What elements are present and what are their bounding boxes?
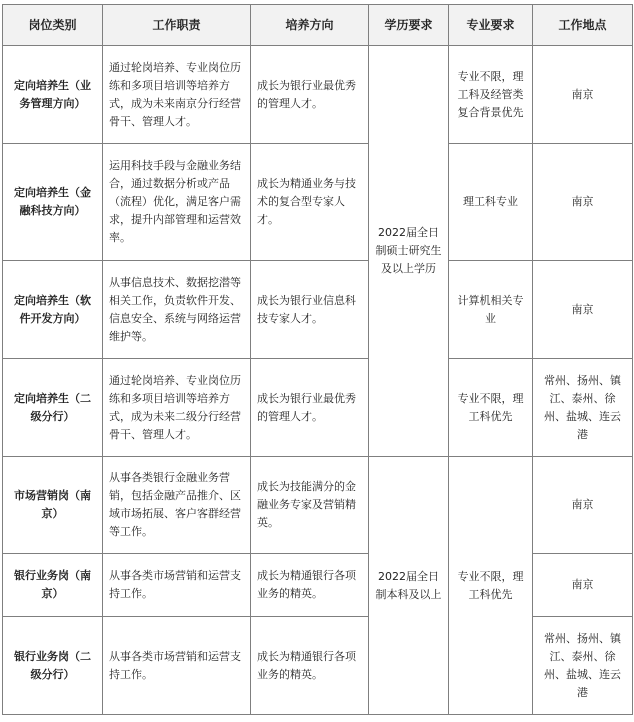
- table-row: [3, 359, 633, 457]
- header-major: 专业要求: [449, 5, 533, 46]
- position-cell: 定向培养生（二级分行）: [3, 359, 103, 457]
- location-cell: 南京: [533, 457, 633, 554]
- direction-cell: 成长为银行业最优秀的管理人才。: [251, 46, 369, 144]
- position-cell: 银行业务岗（二级分行）: [3, 617, 103, 715]
- location-cell: 南京: [533, 144, 633, 261]
- table-row: [3, 457, 633, 554]
- header-duties: 工作职责: [103, 5, 251, 46]
- header-direction: 培养方向: [251, 5, 369, 46]
- education-cell: 2022届全日制本科及以上: [369, 457, 449, 715]
- duties-cell: 运用科技手段与金融业务结合，通过数据分析或产品（流程）优化，满足客户需求，提升内部管理和运营效率。: [103, 144, 251, 261]
- duties-cell: 通过轮岗培养、专业岗位历练和多项目培训等培养方式，成为未来二级分行经营骨干、管理人才。: [103, 359, 251, 457]
- major-cell: 专业不限，理工科优先: [449, 359, 533, 457]
- direction-cell: 成长为精通银行各项业务的精英。: [251, 554, 369, 617]
- location-cell: 南京: [533, 554, 633, 617]
- header-position: 岗位类别: [3, 5, 103, 46]
- header-row: [3, 5, 633, 46]
- position-cell: 定向培养生（软件开发方向）: [3, 261, 103, 359]
- major-cell: 专业不限，理工科优先: [449, 457, 533, 715]
- duties-cell: 通过轮岗培养、专业岗位历练和多项目培训等培养方式，成为未来南京分行经营骨干、管理人才。: [103, 46, 251, 144]
- location-cell: 常州、扬州、镇江、泰州、徐州、盐城、连云港: [533, 359, 633, 457]
- duties-cell: 从事信息技术、数据挖潜等相关工作，负责软件开发、信息安全、系统与网络运营维护等。: [103, 261, 251, 359]
- table-row: [3, 46, 633, 144]
- position-cell: 定向培养生（金融科技方向）: [3, 144, 103, 261]
- direction-cell: 成长为精通业务与技术的复合型专家人才。: [251, 144, 369, 261]
- table-row: [3, 261, 633, 359]
- location-cell: 南京: [533, 46, 633, 144]
- education-cell: 2022届全日制硕士研究生及以上学历: [369, 46, 449, 457]
- direction-cell: 成长为银行业最优秀的管理人才。: [251, 359, 369, 457]
- recruitment-table: [2, 4, 633, 715]
- position-cell: 市场营销岗（南京）: [3, 457, 103, 554]
- direction-cell: 成长为精通银行各项业务的精英。: [251, 617, 369, 715]
- position-cell: 定向培养生（业务管理方向）: [3, 46, 103, 144]
- major-cell: 计算机相关专业: [449, 261, 533, 359]
- table-row: [3, 617, 633, 715]
- header-education: 学历要求: [369, 5, 449, 46]
- duties-cell: 从事各类市场营销和运营支持工作。: [103, 554, 251, 617]
- direction-cell: 成长为银行业信息科技专家人才。: [251, 261, 369, 359]
- table-row: [3, 144, 633, 261]
- location-cell: 南京: [533, 261, 633, 359]
- major-cell: 理工科专业: [449, 144, 533, 261]
- position-cell: 银行业务岗（南京）: [3, 554, 103, 617]
- duties-cell: 从事各类银行金融业务营销，包括金融产品推介、区域市场拓展、客户客群经营等工作。: [103, 457, 251, 554]
- direction-cell: 成长为技能满分的金融业务专家及营销精英。: [251, 457, 369, 554]
- table-row: [3, 554, 633, 617]
- header-location: 工作地点: [533, 5, 633, 46]
- major-cell: 专业不限，理工科及经管类复合背景优先: [449, 46, 533, 144]
- duties-cell: 从事各类市场营销和运营支持工作。: [103, 617, 251, 715]
- location-cell: 常州、扬州、镇江、泰州、徐州、盐城、连云港: [533, 617, 633, 715]
